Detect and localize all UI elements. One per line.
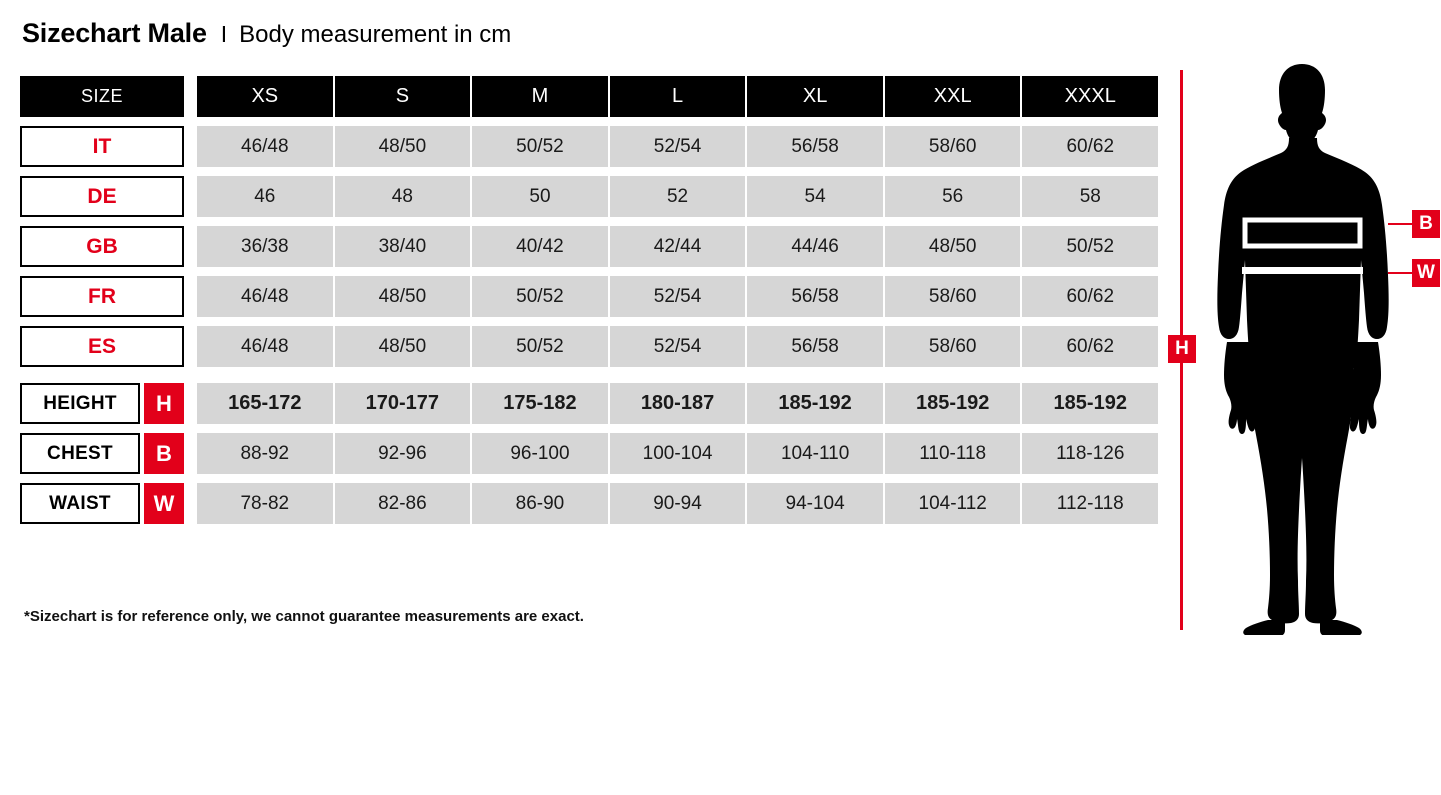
cell-it-s: 48/50 xyxy=(335,126,471,167)
row-label-height xyxy=(20,383,184,424)
male-body-silhouette-icon xyxy=(1215,60,1390,635)
badge-h: H xyxy=(144,383,184,424)
chest-measure-tick xyxy=(1388,223,1412,225)
table-row xyxy=(20,276,1158,317)
column-header-xl: XL xyxy=(747,76,883,117)
table-row xyxy=(20,126,1158,167)
header-size-label: SIZE xyxy=(20,76,184,117)
cell-gb-xxl: 48/50 xyxy=(885,226,1021,267)
figure-badge-h: H xyxy=(1168,335,1196,363)
column-header-xxxl: XXXL xyxy=(1022,76,1158,117)
cell-it-xs: 46/48 xyxy=(197,126,333,167)
page-title xyxy=(22,18,511,49)
cell-it-xxxl: 60/62 xyxy=(1022,126,1158,167)
table-row xyxy=(20,483,1158,524)
figure-badge-w: W xyxy=(1412,259,1440,287)
cell-waist-m: 86-90 xyxy=(472,483,608,524)
row-label-gb: GB xyxy=(20,226,184,267)
cell-height-l: 180-187 xyxy=(610,383,746,424)
cell-it-m: 50/52 xyxy=(472,126,608,167)
cell-height-xs: 165-172 xyxy=(197,383,333,424)
sizechart-table xyxy=(20,76,1158,524)
row-label-height-text: HEIGHT xyxy=(20,383,140,424)
cell-chest-xxxl: 118-126 xyxy=(1022,433,1158,474)
column-header-xs: XS xyxy=(197,76,333,117)
cell-chest-xl: 104-110 xyxy=(747,433,883,474)
cell-chest-m: 96-100 xyxy=(472,433,608,474)
cell-de-xl: 54 xyxy=(747,176,883,217)
cell-chest-l: 100-104 xyxy=(610,433,746,474)
cell-height-s: 170-177 xyxy=(335,383,471,424)
cell-de-xxxl: 58 xyxy=(1022,176,1158,217)
cell-es-xs: 46/48 xyxy=(197,326,333,367)
cell-waist-xxxl: 112-118 xyxy=(1022,483,1158,524)
column-header-l: L xyxy=(610,76,746,117)
cell-it-xxl: 58/60 xyxy=(885,126,1021,167)
cell-gb-xs: 36/38 xyxy=(197,226,333,267)
cell-es-xxxl: 60/62 xyxy=(1022,326,1158,367)
table-row xyxy=(20,226,1158,267)
column-header-m: M xyxy=(472,76,608,117)
cell-chest-xs: 88-92 xyxy=(197,433,333,474)
cell-es-l: 52/54 xyxy=(610,326,746,367)
cell-fr-l: 52/54 xyxy=(610,276,746,317)
column-header-s: S xyxy=(335,76,471,117)
table-row xyxy=(20,383,1158,424)
cell-fr-m: 50/52 xyxy=(472,276,608,317)
cell-gb-xl: 44/46 xyxy=(747,226,883,267)
row-label-waist-text: WAIST xyxy=(20,483,140,524)
table-row xyxy=(20,433,1158,474)
cell-height-xl: 185-192 xyxy=(747,383,883,424)
row-label-fr: FR xyxy=(20,276,184,317)
badge-w: W xyxy=(144,483,184,524)
badge-b: B xyxy=(144,433,184,474)
row-label-de: DE xyxy=(20,176,184,217)
row-label-it: IT xyxy=(20,126,184,167)
cell-fr-xs: 46/48 xyxy=(197,276,333,317)
row-label-chest-text: CHEST xyxy=(20,433,140,474)
footnote: *Sizechart is for reference only, we cannot guarantee measurements are exact. xyxy=(24,608,584,625)
cell-waist-s: 82-86 xyxy=(335,483,471,524)
row-label-waist xyxy=(20,483,184,524)
cell-gb-s: 38/40 xyxy=(335,226,471,267)
waist-measure-tick xyxy=(1388,272,1412,274)
column-header-xxl: XXL xyxy=(885,76,1021,117)
cell-de-s: 48 xyxy=(335,176,471,217)
cell-chest-xxl: 110-118 xyxy=(885,433,1021,474)
figure-badge-b: B xyxy=(1412,210,1440,238)
cell-height-xxxl: 185-192 xyxy=(1022,383,1158,424)
cell-de-l: 52 xyxy=(610,176,746,217)
cell-it-l: 52/54 xyxy=(610,126,746,167)
cell-de-m: 50 xyxy=(472,176,608,217)
row-label-chest xyxy=(20,433,184,474)
title-main: Sizechart Male xyxy=(22,18,207,48)
cell-fr-xl: 56/58 xyxy=(747,276,883,317)
table-header-row xyxy=(20,76,1158,117)
cell-waist-l: 90-94 xyxy=(610,483,746,524)
cell-waist-xl: 94-104 xyxy=(747,483,883,524)
table-row xyxy=(20,176,1158,217)
cell-es-xl: 56/58 xyxy=(747,326,883,367)
cell-de-xxl: 56 xyxy=(885,176,1021,217)
cell-es-m: 50/52 xyxy=(472,326,608,367)
cell-waist-xxl: 104-112 xyxy=(885,483,1021,524)
row-label-es: ES xyxy=(20,326,184,367)
cell-chest-s: 92-96 xyxy=(335,433,471,474)
table-row xyxy=(20,326,1158,367)
section-divider xyxy=(20,367,1158,383)
cell-es-xxl: 58/60 xyxy=(885,326,1021,367)
body-figure-panel xyxy=(1160,60,1440,640)
cell-height-xxl: 185-192 xyxy=(885,383,1021,424)
title-separator: I xyxy=(220,21,228,47)
cell-de-xs: 46 xyxy=(197,176,333,217)
cell-gb-l: 42/44 xyxy=(610,226,746,267)
cell-fr-xxl: 58/60 xyxy=(885,276,1021,317)
cell-gb-m: 40/42 xyxy=(472,226,608,267)
cell-fr-s: 48/50 xyxy=(335,276,471,317)
cell-it-xl: 56/58 xyxy=(747,126,883,167)
cell-waist-xs: 78-82 xyxy=(197,483,333,524)
cell-gb-xxxl: 50/52 xyxy=(1022,226,1158,267)
cell-fr-xxxl: 60/62 xyxy=(1022,276,1158,317)
cell-height-m: 175-182 xyxy=(472,383,608,424)
cell-es-s: 48/50 xyxy=(335,326,471,367)
title-subtitle: Body measurement in cm xyxy=(239,21,512,48)
